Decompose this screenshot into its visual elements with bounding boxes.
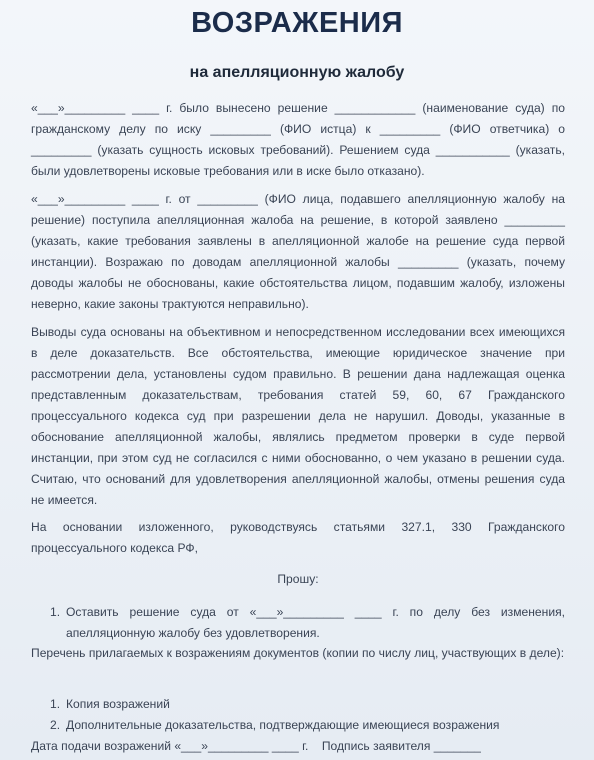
list-item-text: Дополнительные доказательства, подтверждающие имеющиеся возражения	[66, 718, 500, 732]
paragraph-appeal: «___»_________ ____ г. от _________ (ФИО лица, подавшего апелляционную жалобу на решение) поступила апелляционная жалоба на решение, в которой заявлено _________ (указать, какие требования заявлены в апелляционной жалобе на решение суда первой инстанции). Возражаю по доводам апелляционной жалобы _________ (указать, почему доводы жалобы не обоснованы, какие обстоятельства лицом, подавшим жалобу, изложены неверно, какие законы трактуются неправильно).	[31, 192, 565, 311]
list-item-text: Копия возражений	[66, 697, 170, 711]
list-item-text: Оставить решение суда от «___»_________ ____ г. по делу без изменения, апелляционную жалобу без удовлетворения.	[66, 605, 565, 640]
list-item	[50, 715, 565, 736]
list-item-number: 1.	[50, 605, 61, 619]
attachments-list	[50, 694, 565, 736]
document-subtitle: на апелляционную жалобу	[189, 64, 405, 81]
list-item	[50, 694, 565, 715]
request-list	[50, 602, 565, 644]
document-title: ВОЗРАЖЕНИЯ	[191, 7, 403, 39]
request-heading: Прошу:	[277, 572, 319, 586]
paragraph-decision: «___»_________ ____ г. было вынесено решение ____________ (наименование суда) по гражданскому делу по иску _________ (ФИО истца) к _________ (ФИО ответчика) о _________ (указать сущность исковых требований). Решением суда ___________ (указать, были удовлетворены исковые требования или в иске было отказано).	[31, 101, 565, 178]
paragraph-court-findings: Выводы суда основаны на объективном и непосредственном исследовании всех имеющихся в деле доказательств. Все обстоятельства, имеющие юридическое значение при рассмотрении дела, установлены судом правильно. В решении дана надлежащая оценка представленным доказательствам, требования статей 59, 60, 67 Гражданского процессуального кодекса суд при разрешении дела не нарушил. Доводы, указанные в обоснование апелляционной жалобы, являлись предметом проверки в суде первой инстанции, при этом суд не согласился с ними обоснованно, о чем указано в решении суда. Считаю, что оснований для удовлетворения апелляционной жалобы, отмены решения суда не имеется.	[31, 325, 565, 507]
paragraph-legal-basis: На основании изложенного, руководствуясь статьями 327.1, 330 Гражданского процессуального кодекса РФ,	[31, 520, 565, 555]
list-item-number: 2.	[50, 718, 61, 732]
list-item-number: 1.	[50, 697, 61, 711]
list-item	[50, 602, 565, 644]
footer-date-signature: Дата подачи возражений «___»_________ ____ г. Подпись заявителя _______	[31, 739, 481, 753]
attachments-intro: Перечень прилагаемых к возражениям документов (копии по числу лиц, участвующих в деле):	[31, 646, 565, 660]
